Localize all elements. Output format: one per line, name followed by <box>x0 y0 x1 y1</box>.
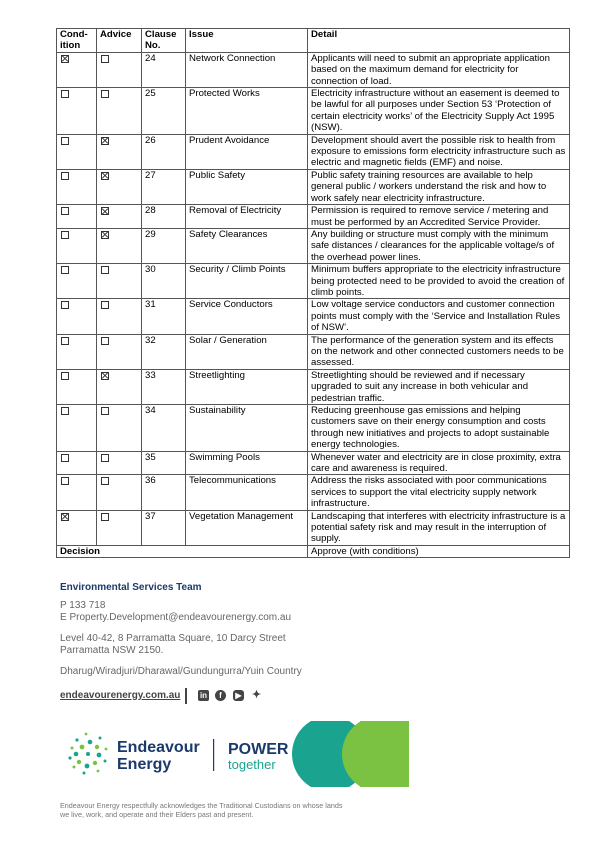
facebook-icon[interactable]: f <box>215 690 226 701</box>
checked-box-icon <box>101 207 109 215</box>
table-row <box>57 405 570 452</box>
condition-cell <box>57 228 97 263</box>
brand-divider <box>213 739 214 771</box>
checked-box-icon <box>101 172 109 180</box>
unchecked-box-icon <box>61 90 69 98</box>
linkedin-icon[interactable]: in <box>199 691 208 700</box>
table-row <box>57 264 570 299</box>
tagline-together: together <box>228 757 276 772</box>
issue-cell: Removal of Electricity <box>186 205 308 229</box>
issue-cell: Vegetation Management <box>186 510 308 545</box>
address-line-1: Level 40-42, 8 Parramatta Square, 10 Darcy Street <box>60 633 286 644</box>
divider <box>185 688 187 704</box>
condition-cell <box>57 264 97 299</box>
advice-cell <box>97 52 142 87</box>
unchecked-box-icon <box>101 477 109 485</box>
header-issue: Issue <box>186 29 308 53</box>
condition-cell <box>57 88 97 135</box>
issue-cell: Security / Climb Points <box>186 264 308 299</box>
issue-cell: Streetlighting <box>186 369 308 404</box>
unchecked-box-icon <box>61 301 69 309</box>
table-row <box>57 451 570 475</box>
issue-cell: Service Conductors <box>186 299 308 334</box>
checked-box-icon <box>61 55 69 63</box>
advice-cell <box>97 451 142 475</box>
table-row <box>57 52 570 87</box>
tagline-power: POWER <box>228 741 289 758</box>
unchecked-box-icon <box>101 337 109 345</box>
advice-cell <box>97 205 142 229</box>
table-row <box>57 475 570 510</box>
advice-cell <box>97 405 142 452</box>
phone: P 133 718 <box>60 600 106 611</box>
team-name: Environmental Services Team <box>60 582 202 593</box>
advice-cell <box>97 228 142 263</box>
unchecked-box-icon <box>101 513 109 521</box>
unchecked-box-icon <box>61 207 69 215</box>
contact-block <box>60 582 302 678</box>
advice-cell <box>97 264 142 299</box>
table-row <box>57 169 570 204</box>
table-row <box>57 134 570 169</box>
header-advice: Advice <box>97 29 142 53</box>
table-row <box>57 369 570 404</box>
advice-cell <box>97 169 142 204</box>
ack-line-2: we live, work, and operate and their Elders past and present. <box>60 810 254 819</box>
advice-cell <box>97 510 142 545</box>
condition-cell <box>57 134 97 169</box>
clause-number: 29 <box>142 228 186 263</box>
decision-value: Approve (with conditions) <box>308 545 570 557</box>
banner-green-fill <box>360 721 409 787</box>
detail-cell: The performance of the generation system and its effects on the network and other connected customers needs to be assessed. <box>308 334 570 369</box>
clause-number: 25 <box>142 88 186 135</box>
detail-cell: Minimum buffers appropriate to the electricity infrastructure being protected need to be provided to avoid the creation of climb points. <box>308 264 570 299</box>
advice-cell <box>97 369 142 404</box>
unchecked-box-icon <box>101 454 109 462</box>
advice-cell <box>97 88 142 135</box>
issue-cell: Safety Clearances <box>186 228 308 263</box>
unchecked-box-icon <box>61 266 69 274</box>
checked-box-icon <box>61 513 69 521</box>
clause-number: 28 <box>142 205 186 229</box>
traditional-custodians-acknowledgement <box>60 801 342 819</box>
detail-cell: Development should avert the possible risk to health from exposure to emissions form electricity infrastructure such as electric and magnetic fields (EMF) and noise. <box>308 134 570 169</box>
brand-banner <box>60 721 409 787</box>
unchecked-box-icon <box>61 407 69 415</box>
unchecked-box-icon <box>101 266 109 274</box>
condition-cell <box>57 475 97 510</box>
detail-cell: Electricity infrastructure without an easement is deemed to be lawful for all purposes under Section 53 ‘Protection of certain electricity works’ of the Electricity Supply Act 1995 (NSW). <box>308 88 570 135</box>
ack-line-1: Endeavour Energy respectfully acknowledges the Traditional Custodians on whose lands <box>60 801 343 810</box>
website-link[interactable]: endeavourenergy.com.au <box>60 690 181 701</box>
detail-cell: Permission is required to remove service / metering and must be performed by an Accredited Service Provider. <box>308 205 570 229</box>
detail-cell: Any building or structure must comply with the minimum safe distances / clearances for the applicable voltage/s of the overhead power lines. <box>308 228 570 263</box>
detail-cell: Landscaping that interferes with electricity infrastructure is a potential safety risk and may result in the interruption of supply. <box>308 510 570 545</box>
clause-number: 30 <box>142 264 186 299</box>
unchecked-box-icon <box>61 372 69 380</box>
unchecked-box-icon <box>61 137 69 145</box>
detail-cell: Address the risks associated with poor communications services to support the vital electricity supply network infrastructure. <box>308 475 570 510</box>
clause-number: 37 <box>142 510 186 545</box>
advice-cell <box>97 334 142 369</box>
issue-cell: Protected Works <box>186 88 308 135</box>
table-row <box>57 510 570 545</box>
checked-box-icon <box>101 231 109 239</box>
detail-cell: Whenever water and electricity are in close proximity, extra care and awareness is required. <box>308 451 570 475</box>
condition-cell <box>57 405 97 452</box>
youtube-icon[interactable]: ▶ <box>233 690 244 701</box>
clause-number: 34 <box>142 405 186 452</box>
issue-cell: Solar / Generation <box>186 334 308 369</box>
detail-cell: Streetlighting should be reviewed and if necessary upgraded to suit any increase in both vehicular and pedestrian traffic. <box>308 369 570 404</box>
header-detail: Detail <box>308 29 570 53</box>
unchecked-box-icon <box>61 454 69 462</box>
unchecked-box-icon <box>101 407 109 415</box>
address-line-2: Parramatta NSW 2150. <box>60 645 164 656</box>
clause-number: 35 <box>142 451 186 475</box>
advice-cell <box>97 299 142 334</box>
condition-cell <box>57 169 97 204</box>
unchecked-box-icon <box>61 477 69 485</box>
table-header-row <box>57 29 570 53</box>
issue-cell: Public Safety <box>186 169 308 204</box>
unchecked-box-icon <box>101 90 109 98</box>
condition-cell <box>57 52 97 87</box>
table-row <box>57 205 570 229</box>
endeavour-logo-icon <box>68 733 107 775</box>
issue-cell: Network Connection <box>186 52 308 87</box>
clauses-table <box>56 28 570 558</box>
advice-cell <box>97 134 142 169</box>
country-acknowledgement: Dharug/Wiradjuri/Dharawal/Gundungurra/Yuin Country <box>60 666 302 677</box>
clause-number: 24 <box>142 52 186 87</box>
decision-row <box>57 545 570 557</box>
unchecked-box-icon <box>101 55 109 63</box>
detail-cell: Applicants will need to submit an appropriate application based on the maximum demand for electricity for connection of load. <box>308 52 570 87</box>
condition-cell <box>57 299 97 334</box>
clause-number: 31 <box>142 299 186 334</box>
condition-cell <box>57 510 97 545</box>
twitter-icon[interactable]: ✦ <box>251 689 262 701</box>
brand-name-line1: Endeavour <box>117 739 200 756</box>
clause-number: 33 <box>142 369 186 404</box>
email: E Property.Development@endeavourenergy.com.au <box>60 612 292 623</box>
clause-number: 26 <box>142 134 186 169</box>
unchecked-box-icon <box>101 301 109 309</box>
issue-cell: Prudent Avoidance <box>186 134 308 169</box>
decision-label: Decision <box>57 545 308 557</box>
issue-cell: Telecommunications <box>186 475 308 510</box>
condition-cell <box>57 451 97 475</box>
brand-name-line2: Energy <box>117 756 172 773</box>
detail-cell: Public safety training resources are available to help general public / workers understand the risk and how to work safely near electricity infrastructure. <box>308 169 570 204</box>
header-clause: Clause No. <box>142 29 186 53</box>
checked-box-icon <box>101 372 109 380</box>
condition-cell <box>57 334 97 369</box>
condition-cell <box>57 205 97 229</box>
detail-cell: Low voltage service conductors and customer connection points must comply with the ‘Service and Installation Rules of NSW’. <box>308 299 570 334</box>
detail-cell: Reducing greenhouse gas emissions and helping customers save on their energy consumption and costs through new initiatives and projects to adopt sustainable energy technologies. <box>308 405 570 452</box>
clause-number: 27 <box>142 169 186 204</box>
table-row <box>57 88 570 135</box>
clause-number: 36 <box>142 475 186 510</box>
advice-cell <box>97 475 142 510</box>
unchecked-box-icon <box>61 231 69 239</box>
table-row <box>57 299 570 334</box>
condition-cell <box>57 369 97 404</box>
checked-box-icon <box>101 137 109 145</box>
unchecked-box-icon <box>61 337 69 345</box>
table-row <box>57 334 570 369</box>
unchecked-box-icon <box>61 172 69 180</box>
issue-cell: Swimming Pools <box>186 451 308 475</box>
issue-cell: Sustainability <box>186 405 308 452</box>
table-row <box>57 228 570 263</box>
header-condition: Cond-ition <box>57 29 97 53</box>
banner-graphic <box>60 721 409 787</box>
clause-number: 32 <box>142 334 186 369</box>
